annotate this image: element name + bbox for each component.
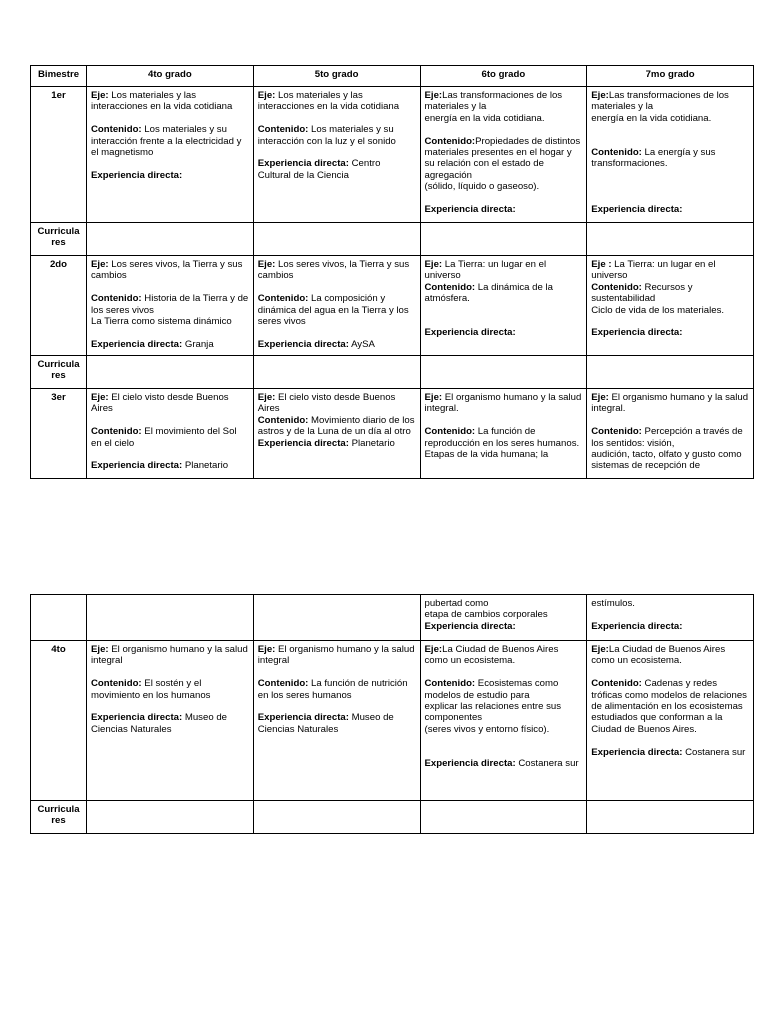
eje-text: Las transformaciones de los materiales y la energía en la vida cotidiana.: [424, 90, 563, 124]
eje-text: La Ciudad de Buenos Aires como un ecosistema.: [424, 644, 559, 667]
eje-label: Eje:: [424, 392, 443, 403]
empty-cell: [420, 223, 587, 256]
curriculares-label: Curricula res: [31, 356, 87, 389]
empty-cell: [31, 595, 87, 641]
experiencia-label: Experiencia directa:: [591, 746, 683, 758]
eje-text: Los materiales y las interacciones en la vida cotidiana: [257, 90, 400, 113]
empty-cell: [587, 223, 754, 256]
eje-label: Eje:: [591, 644, 609, 655]
eje-text: El cielo visto desde Buenos Aires: [257, 392, 396, 415]
contenido-extra: Etapas de la vida humana; la: [424, 449, 549, 461]
contenido-label: Contenido:: [591, 678, 642, 690]
contenido-text: Cadenas y redes tróficas como modelos de relaciones de alimentación en los ecosistemas estudiados que conforman a la Ciudad de Buenos Aires.: [591, 678, 747, 735]
cell-3er-5to: [253, 389, 420, 479]
contenido-text: La composición y dinámica del agua en la Tierra y los seres vivos: [257, 293, 409, 328]
empty-cell: [87, 223, 254, 256]
eje-label: Eje:: [257, 90, 276, 101]
experiencia-text: Planetario: [348, 437, 395, 449]
experiencia-label: Experiencia directa:: [257, 158, 349, 170]
cell-4to-5to: [253, 641, 420, 801]
cell-4to-7mo: [587, 641, 754, 801]
eje-label: Eje:: [424, 259, 443, 270]
contenido-text: Recursos y sustentabilidad: [591, 281, 693, 305]
cell-1er-7mo: [587, 87, 754, 223]
contenido-continuation: pubertad como etapa de cambios corporales: [424, 598, 548, 621]
experiencia-label: Experiencia directa:: [591, 204, 683, 216]
eje-label: Eje:: [257, 259, 276, 270]
contenido-label: Contenido:: [257, 414, 309, 426]
contenido-label: Contenido:: [424, 135, 476, 147]
eje-label: Eje:: [91, 392, 109, 403]
experiencia-label: Experiencia directa:: [424, 620, 516, 632]
contenido-text: La dinámica de la atmósfera.: [424, 281, 553, 305]
eje-text: Los seres vivos, la Tierra y sus cambios: [257, 259, 410, 282]
eje-label: Eje:: [591, 392, 609, 403]
contenido-text: Los materiales y su interacción con la luz y el sonido: [257, 124, 396, 147]
header-7mo-grado: 7mo grado: [587, 66, 754, 87]
eje-text: Los materiales y las interacciones en la vida cotidiana: [91, 90, 233, 113]
cell-3er-4to: [87, 389, 254, 479]
experiencia-label: Experiencia directa:: [257, 712, 349, 724]
row-4to-bimestre: [31, 641, 754, 801]
contenido-label: Contenido:: [424, 678, 476, 690]
row-curriculares: [31, 223, 754, 256]
cell-2do-6to: [420, 256, 587, 356]
header-5to-grado: 5to grado: [253, 66, 420, 87]
cell-4to-6to: [420, 641, 587, 801]
cell-4to-4to: [87, 641, 254, 801]
experiencia-text: Museo de Ciencias Naturales: [91, 712, 227, 735]
contenido-label: Contenido:: [591, 281, 642, 293]
contenido-label: Contenido:: [91, 678, 142, 690]
empty-cell: [87, 356, 254, 389]
cell-3er-6to-cont: [420, 595, 587, 641]
experiencia-label: Experiencia directa:: [591, 327, 683, 339]
experiencia-label: Experiencia directa:: [424, 758, 516, 770]
header-4to-grado: 4to grado: [87, 66, 254, 87]
experiencia-label: Experiencia directa:: [257, 338, 349, 350]
eje-label: Eje:: [91, 259, 109, 270]
empty-cell: [253, 595, 420, 641]
contenido-label: Contenido:: [591, 147, 642, 159]
cell-1er-4to: [87, 87, 254, 223]
experiencia-text: AySA: [348, 338, 375, 350]
cell-1er-6to: [420, 87, 587, 223]
contenido-label: Contenido:: [257, 124, 309, 136]
empty-cell: [420, 356, 587, 389]
experiencia-label: Experiencia directa:: [91, 169, 183, 181]
contenido-label: Contenido:: [91, 293, 142, 305]
cell-3er-7mo-cont: [587, 595, 754, 641]
row-curriculares: [31, 356, 754, 389]
contenido-text: Historia de la Tierra y de los seres vivos: [91, 293, 249, 316]
bimestre-label: 1er: [31, 87, 87, 223]
experiencia-label: Experiencia directa:: [91, 338, 183, 350]
eje-label: Eje:: [91, 90, 109, 101]
experiencia-label: Experiencia directa:: [257, 437, 349, 449]
row-1er-bimestre: [31, 87, 754, 223]
experiencia-label: Experiencia directa:: [591, 620, 683, 632]
cell-2do-5to: [253, 256, 420, 356]
contenido-text: La energía y sus transformaciones.: [591, 147, 716, 170]
eje-label: Eje :: [591, 259, 612, 270]
contenido-extra: La Tierra como sistema dinámico: [91, 316, 232, 328]
eje-text: El cielo visto desde Buenos Aires: [91, 392, 229, 415]
eje-label: Eje:: [91, 644, 109, 655]
contenido-text: Los materiales y su interacción frente a la electricidad y el magnetismo: [91, 124, 242, 159]
bimestre-label: 3er: [31, 389, 87, 479]
contenido-label: Contenido:: [257, 678, 309, 690]
contenido-continuation: estímulos.: [591, 598, 635, 609]
contenido-label: Contenido:: [257, 293, 309, 305]
experiencia-text: Granja: [182, 338, 214, 350]
row-3er-continuation: [31, 595, 754, 641]
contenido-text: Percepción a través de los sentidos: visión, audición, tacto, olfato y gusto como sistemas de recepción de: [591, 426, 743, 472]
eje-text: La Tierra: un lugar en el universo: [424, 259, 547, 282]
cell-2do-4to: [87, 256, 254, 356]
curriculares-label: Curricula res: [31, 801, 87, 834]
eje-text: El organismo humano y la salud integral: [257, 644, 415, 667]
contenido-text: Ecosistemas como modelos de estudio para explicar las relaciones entre sus componentes (seres vivos y entorno físico).: [424, 678, 562, 735]
eje-label: Eje:: [257, 644, 276, 655]
eje-label: Eje:: [591, 90, 609, 101]
cell-3er-6to: [420, 389, 587, 479]
experiencia-text: Planetario: [182, 460, 229, 472]
eje-label: Eje:: [424, 644, 443, 655]
contenido-text: El movimiento del Sol en el cielo: [91, 426, 237, 449]
contenido-extra: Ciclo de vida de los materiales.: [591, 304, 725, 316]
curriculares-label: Curricula res: [31, 223, 87, 256]
empty-cell: [587, 356, 754, 389]
empty-cell: [253, 356, 420, 389]
eje-text: Las transformaciones de los materiales y la energía en la vida cotidiana.: [591, 90, 729, 124]
contenido-text: El sostén y el movimiento en los humanos: [91, 678, 211, 701]
row-3er-bimestre: [31, 389, 754, 479]
eje-text: El organismo humano y la salud integral: [91, 644, 248, 667]
row-curriculares: [31, 801, 754, 834]
curriculum-table-page-2: [30, 594, 754, 834]
contenido-label: Contenido:: [91, 124, 142, 136]
empty-cell: [87, 595, 254, 641]
contenido-text: Movimiento diario de los astros y de la Luna de un día al otro: [257, 414, 415, 438]
contenido-text: La función de reproducción en los seres humanos.: [424, 426, 580, 449]
header-6to-grado: 6to grado: [420, 66, 587, 87]
experiencia-text: Museo de Ciencias Naturales: [257, 712, 394, 735]
experiencia-label: Experiencia directa:: [424, 327, 516, 339]
bimestre-label: 4to: [31, 641, 87, 801]
eje-text: La Ciudad de Buenos Aires como un ecosistema.: [591, 644, 726, 667]
contenido-text: La función de nutrición en los seres humanos: [257, 678, 408, 701]
eje-label: Eje:: [424, 90, 443, 101]
experiencia-label: Experiencia directa:: [424, 204, 516, 216]
contenido-label: Contenido:: [424, 281, 476, 293]
contenido-label: Contenido:: [591, 426, 642, 438]
contenido-text: Propiedades de distintos materiales presentes en el hogar y su relación con el estado de agregación (sólido, líquido o gaseoso).: [424, 135, 581, 193]
experiencia-label: Experiencia directa:: [91, 460, 183, 472]
empty-cell: [587, 801, 754, 834]
experiencia-label: Experiencia directa:: [91, 712, 183, 724]
eje-text: El organismo humano y la salud integral.: [424, 392, 582, 415]
eje-text: Los seres vivos, la Tierra y sus cambios: [91, 259, 243, 282]
cell-1er-5to: [253, 87, 420, 223]
header-row: [31, 66, 754, 87]
eje-label: Eje:: [257, 392, 276, 403]
bimestre-label: 2do: [31, 256, 87, 356]
curriculum-table-page-1: [30, 65, 754, 479]
row-2do-bimestre: [31, 256, 754, 356]
experiencia-text: Centro Cultural de la Ciencia: [257, 158, 381, 181]
experiencia-text: Costanera sur: [682, 746, 746, 758]
empty-cell: [87, 801, 254, 834]
experiencia-text: Costanera sur: [515, 758, 579, 770]
cell-3er-7mo: [587, 389, 754, 479]
header-bimestre: Bimestre: [31, 66, 87, 87]
contenido-label: Contenido:: [91, 426, 142, 438]
eje-text: El organismo humano y la salud integral.: [591, 392, 749, 415]
eje-text: La Tierra: un lugar en el universo: [591, 259, 716, 282]
contenido-label: Contenido:: [424, 426, 476, 438]
empty-cell: [253, 801, 420, 834]
empty-cell: [253, 223, 420, 256]
empty-cell: [420, 801, 587, 834]
cell-2do-7mo: [587, 256, 754, 356]
